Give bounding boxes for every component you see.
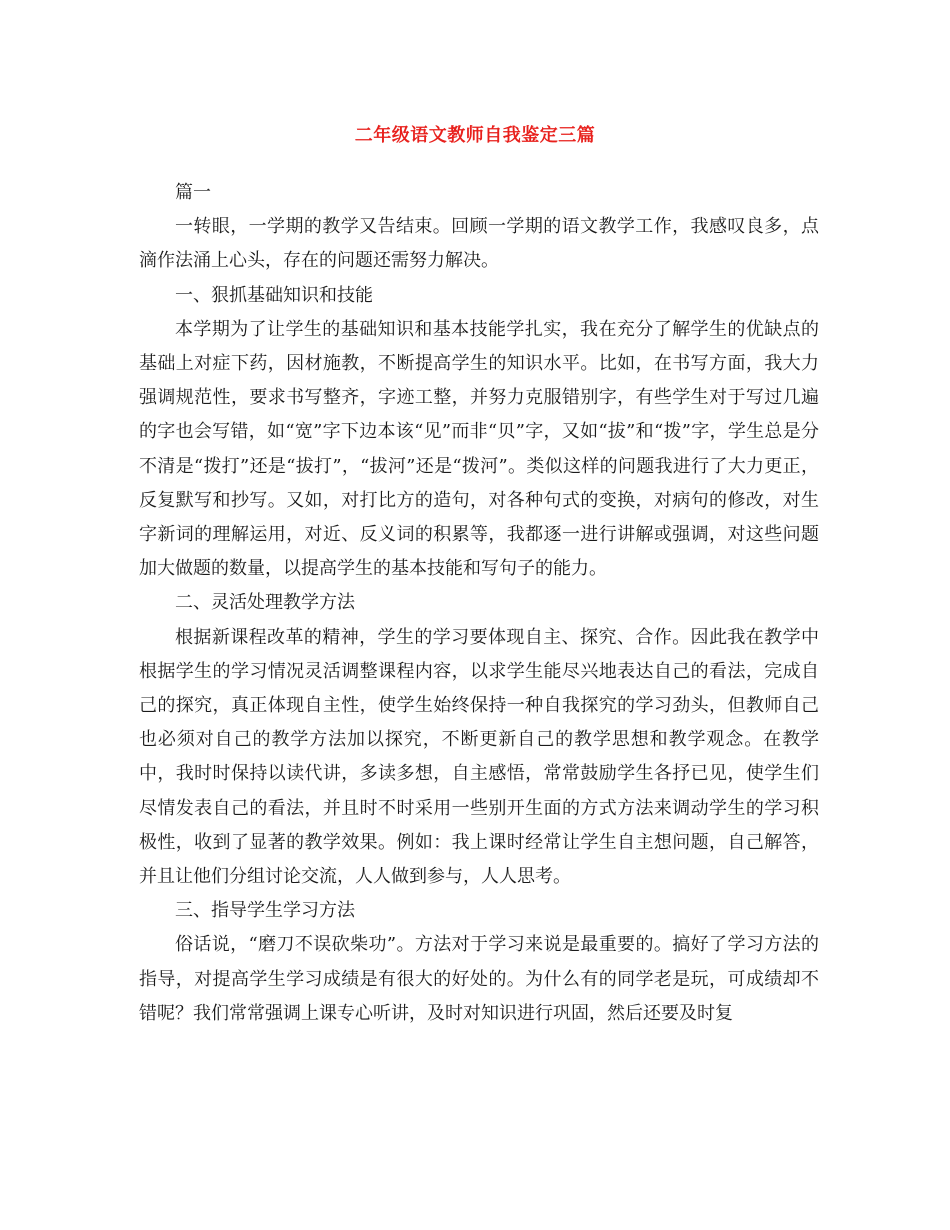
paragraph: 本学期为了让学生的基础知识和基本技能学扎实，我在充分了解学生的优缺点的基础上对症下药，因材施教，不断提高学生的知识水平。比如，在书写方面，我大力强调规范性，要求书写整齐，字迹工整，并努力克服错别字，有些学生对于写过几遍的字也会写错，如“宽”字下边本该“见”而非“贝”字，又如“拔”和“拨”字，学生总是分不清是“拨打”还是“拔打”，“拔河”还是“拨河”。类似这样的问题我进行了大力更正，反复默写和抄写。又如，对打比方的造句，对各种句式的变换，对病句的修改，对生字新词的理解运用，对近、反义词的积累等，我都逐一进行讲解或强调，对这些问题加大做题的数量，以提高学生的基本技能和写句子的能力。: [139, 318, 819, 580]
document-title: 二年级语文教师自我鉴定三篇: [354, 125, 596, 146]
paragraph: 一转眼，一学期的教学又告结束。回顾一学期的语文教学工作，我感叹良多，点滴作法涌上心头，存在的问题还需努力解决。: [139, 216, 819, 272]
document-body: [139, 176, 819, 1031]
section-heading: 二、灵活处理教学方法: [175, 592, 355, 614]
section-heading: 一、狠抓基础知识和技能: [175, 284, 373, 306]
section-heading: 篇一: [175, 182, 211, 203]
section-heading: 三、指导学生学习方法: [175, 900, 355, 922]
paragraph: 根据新课程改革的精神，学生的学习要体现自主、探究、合作。因此我在教学中根据学生的学习情况灵活调整课程内容，以求学生能尽兴地表达自己的看法，完成自己的探究，真正体现自主性，使学生始终保持一种自我探究的学习劲头，但教师自己也必须对自己的教学方法加以探究，不断更新自己的教学思想和教学观念。在教学中，我时时保持以读代讲，多读多想，自主感悟，常常鼓励学生各抒已见，使学生们尽情发表自己的看法，并且时不时采用一些别开生面的方式方法来调动学生的学习积极性，收到了显著的教学效果。例如：我上课时经常让学生自主想问题，自己解答，并且让他们分组讨论交流，人人做到参与，人人思考。: [139, 626, 819, 888]
paragraph: 俗话说，“磨刀不误砍柴功”。方法对于学习来说是最重要的。搞好了学习方法的指导，对提高学生学习成绩是有很大的好处的。为什么有的同学老是玩，可成绩却不错呢？我们常常强调上课专心听讲，及时对知识进行巩固，然后还要及时复: [139, 934, 819, 1024]
